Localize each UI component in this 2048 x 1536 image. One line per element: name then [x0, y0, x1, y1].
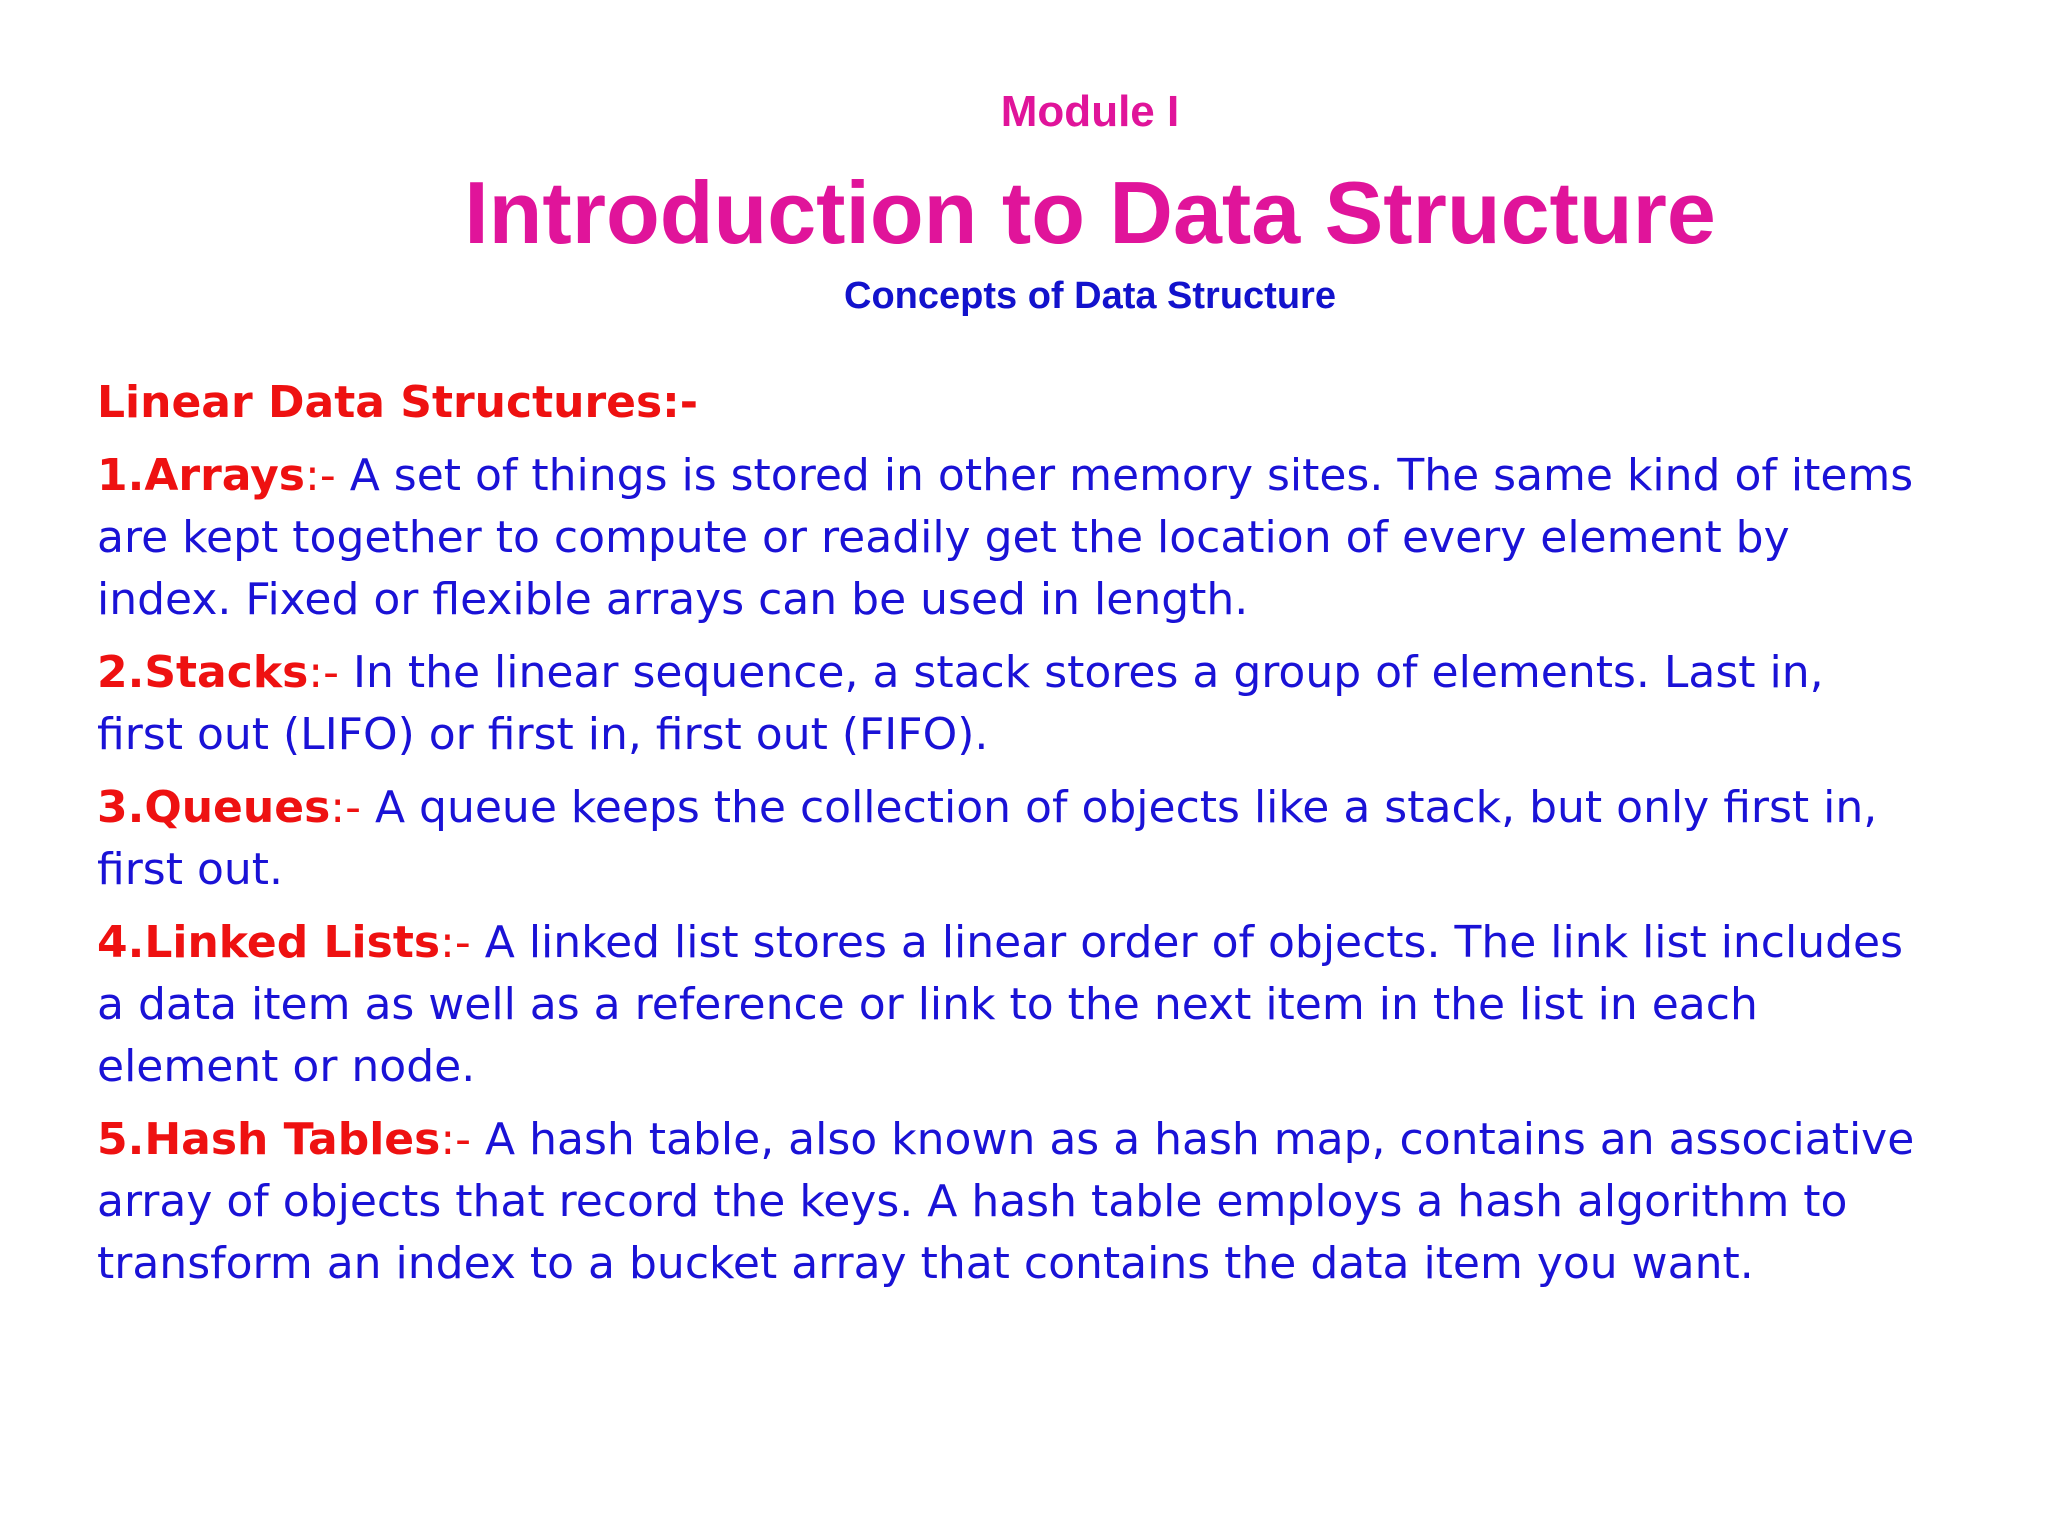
list-item-queues [97, 777, 1917, 901]
item-separator: :- [440, 917, 485, 968]
slide-content [97, 372, 1917, 1306]
item-separator: :- [330, 782, 375, 833]
item-description: In the linear sequence, a stack stores a group of elements. Last in, first out (LIFO) or first in, first out (FIFO). [97, 647, 1824, 760]
item-description: A linked list stores a linear order of objects. The link list includes a data item as well as a reference or link to the next item in the list in each element or node. [97, 917, 1904, 1092]
item-label: 5.Hash Tables [97, 1114, 441, 1165]
list-item-hash-tables [97, 1109, 1917, 1295]
page-subtitle: Concepts of Data Structure [844, 275, 1336, 317]
item-separator: :- [440, 1114, 486, 1165]
item-separator: :- [305, 450, 350, 501]
item-description: A hash table, also known as a hash map, contains an associative array of objects that record the keys. A hash table employs a hash algorithm to transform an index to a bucket array that contains the data item you want. [97, 1114, 1915, 1289]
item-label: 4.Linked Lists [97, 917, 441, 968]
item-description: A set of things is stored in other memory sites. The same kind of items are kept together to compute or readily get the location of every element by index. Fixed or flexible arrays can be used in length. [97, 450, 1914, 625]
item-label: 2.Stacks [97, 647, 309, 698]
page-title: Introduction to Data Structure [464, 163, 1716, 262]
module-label: Module I [1000, 87, 1180, 136]
item-label: 3.Queues [97, 782, 331, 833]
list-item-linked-lists [97, 912, 1917, 1098]
section-heading: Linear Data Structures:- [97, 377, 699, 428]
item-separator: :- [308, 647, 353, 698]
list-item-arrays [97, 445, 1917, 631]
list-item-stacks [97, 642, 1917, 766]
item-description: A queue keeps the collection of objects like a stack, but only first in, first out. [97, 782, 1878, 895]
item-label: 1.Arrays [97, 450, 305, 501]
